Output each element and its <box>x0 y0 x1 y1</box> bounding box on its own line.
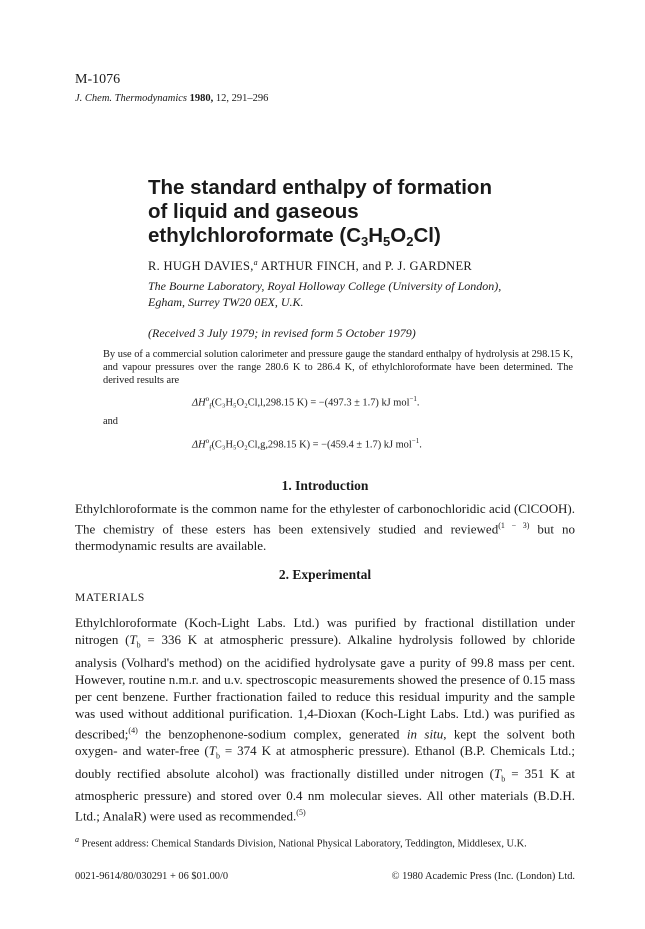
eq-end: . <box>419 439 422 451</box>
equation-gas <box>192 437 422 453</box>
author-others: ARTHUR FINCH, and P. J. GARDNER <box>257 259 473 274</box>
article-title <box>148 176 548 248</box>
journal-name: J. Chem. Thermodynamics <box>75 93 187 104</box>
section-heading-introduction: 1. Introduction <box>281 478 369 493</box>
eq-unit-sup: −1 <box>409 395 417 403</box>
title-formula-h: H <box>368 224 384 247</box>
footnote <box>75 833 575 851</box>
materials-text: = 336 K at atmospheric pressure). Alkaline hydrolysis followed by chloride analysis (Volhard's method) on the acidified hydrolysate gave a purity of 99.8 mass per cent. However, routine n.m.r. and u.v. spectroscopic measurements showed the presence of 0.15 mass per cent benzene. Further fractionation failed to reduce this residual impurity and the sample was used without additional purification. 1,4-Dioxan (Koch-Light Labs. Ltd.) was purified as described; <box>75 632 575 741</box>
copyright-notice: © 1980 Academic Press (Inc. (London) Ltd. <box>391 871 575 882</box>
affiliation-line-1: The Bourne Laboratory, Royal Holloway College (University of London), <box>148 279 502 293</box>
footnote-marker: a <box>253 258 258 267</box>
title-formula-o: O <box>390 224 407 247</box>
symbol-sub: b <box>215 751 220 761</box>
materials-text: = 374 K at atmospheric pressure). Ethanol (B.P. Chemicals Ltd.; doubly rectified absolute alcohol) was fractionally distilled under nitrogen ( <box>75 742 576 781</box>
received-date: (Received 3 July 1979; in revised form 5 October 1979) <box>148 326 416 340</box>
title-line-2: of liquid and gaseous <box>148 200 359 223</box>
materials-text: , kept the solvent both oxygen- and water-free ( <box>75 725 576 758</box>
eq-end: . <box>416 397 420 409</box>
eq-unit-sup: −1 <box>411 437 420 445</box>
journal-pages: 12, 291–296 <box>215 93 269 104</box>
title-formula-start: ethylchloroformate (C <box>148 224 361 247</box>
author-list <box>148 258 472 274</box>
intro-text: Ethylchloroformate is the common name for the ethylester of carbonochloridic acid (ClCOOH). The chemistry of these esters has been extensively studied and reviewed <box>75 501 575 537</box>
materials-text: the benzophenone-sodium complex, generated <box>137 725 407 741</box>
title-line-3 <box>148 224 548 248</box>
footnote-text: Present address: Chemical Standards Division, National Physical Laboratory, Teddington, Middlesex, U.K. <box>79 838 527 850</box>
symbol-t: T <box>208 742 216 758</box>
italic-phrase: in situ <box>406 725 444 741</box>
symbol-t: T <box>493 765 502 781</box>
eq-sup: o <box>205 395 210 403</box>
symbol-sub: b <box>501 774 506 784</box>
manuscript-code: M-1076 <box>75 72 121 87</box>
equation-liquid <box>192 395 420 411</box>
journal-year: 1980, <box>189 93 214 104</box>
reference-marker: (4) <box>128 725 138 735</box>
symbol-t: T <box>129 632 137 647</box>
title-sub: 5 <box>383 234 391 249</box>
title-line-1: The standard enthalpy of formation <box>148 176 492 199</box>
journal-citation <box>75 93 268 104</box>
title-sub: 2 <box>406 234 414 249</box>
reference-marker: (1 − 3) <box>498 521 530 530</box>
title-sub: 3 <box>361 234 369 249</box>
delta-h: ΔH <box>192 397 206 409</box>
materials-paragraph <box>75 614 575 824</box>
reference-marker: (5) <box>296 808 306 818</box>
eq-body: (C₃H₅O₂Cl,l,298.15 K) = −(497.3 ± 1.7) kJ mol <box>211 397 410 409</box>
eq-sub: f <box>209 402 212 411</box>
issn-code: 0021-9614/80/030291 + 06 $01.00/0 <box>75 871 229 882</box>
eq-sup: o <box>205 437 210 445</box>
introduction-paragraph <box>75 500 575 554</box>
delta-h: ΔH <box>192 439 206 451</box>
abstract-text: By use of a commercial solution calorimeter and pressure gauge the standard enthalpy of hydrolysis at 298.15 K, and vapour pressures over the range 280.6 K to 286.4 K, of ethylchloroformate have been determined. The derived results are <box>103 349 573 386</box>
subheading-materials: MATERIALS <box>75 592 145 604</box>
title-formula-end: Cl) <box>413 224 441 247</box>
symbol-sub: b <box>136 640 141 650</box>
intro-text-end: but no thermodynamic results are available. <box>75 521 575 554</box>
materials-text: Ethylchloroformate (Koch-Light Labs. Ltd.) was purified by fractional distillation under nitrogen ( <box>75 615 575 647</box>
footnote-marker: a <box>75 835 79 844</box>
affiliation-line-2: Egham, Surrey TW20 0EX, U.K. <box>148 295 304 309</box>
affiliation <box>148 278 568 310</box>
eq-body: (C₃H₅O₂Cl,g,298.15 K) = −(459.4 ± 1.7) kJ mol <box>211 439 412 451</box>
section-heading-experimental: 2. Experimental <box>278 567 372 582</box>
eq-sub: f <box>209 444 212 453</box>
materials-text: = 351 K at atmospheric pressure) and stored over 0.4 nm molecular sieves. All other materials (B.D.H. Ltd.; AnalaR) were used as recommended. <box>75 765 575 824</box>
author-davies: R. HUGH DAVIES, <box>148 259 254 274</box>
and-connector: and <box>103 416 119 427</box>
